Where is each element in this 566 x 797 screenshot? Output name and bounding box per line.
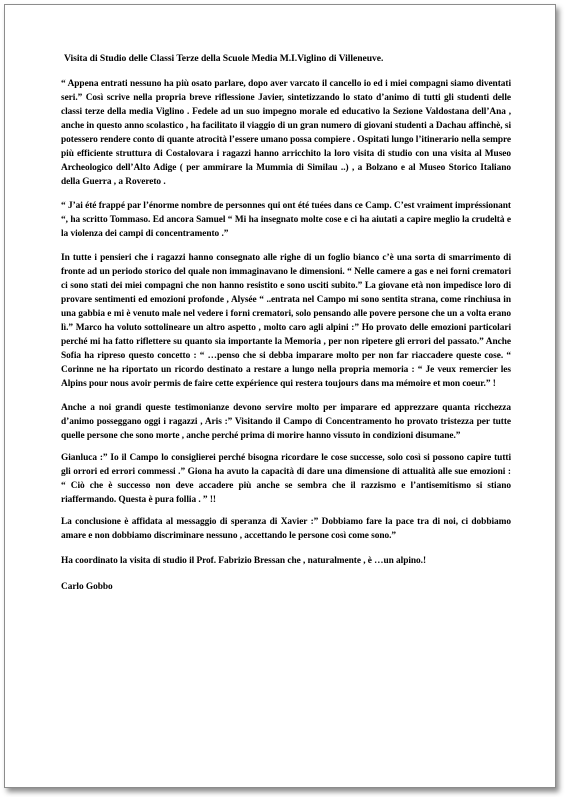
- paragraph-2: “ J’ai été frappé par l’énorme nombre de personnes qui ont été tuées dans ce Camp. C’est vraiment impréssionant “, ha scritto Tommaso. Ed ancora Samuel “ Mi ha insegnato molte cose e ci ha aiutati a capire meglio la crudeltà e la violenza dei campi di concentramento .”: [61, 201, 511, 239]
- closing-line: Ha coordinato la visita di studio il Prof. Fabrizio Bressan che , naturalmente , è …un alpino.!: [61, 556, 427, 566]
- document-title: Visita di Studio delle Classi Terze della Scuole Media M.I.Viglino di Villeneuve.: [64, 53, 384, 64]
- document-page: [4, 4, 556, 788]
- paragraph-3: In tutte i pensieri che i ragazzi hanno consegnato alle righe di un foglio bianco c’è una sorta di smarrimento di fronte ad un periodo storico del quale non immaginavano le dimensioni. “ Nelle camere a gas e nei forni crematori ci sono stati dei miei compagni che non hanno resistito e sono usciti subito.” La giovane età non impedisce loro di provare sentimenti ed emozioni profonde , Alysée “ ..entrata nel Campo mi sono sentita strana, come rinchiusa in una gabbia e mi è venuto male nel vedere i forni crematori, solo pensando alle povere persone che un a volta erano lì.” Marco ha voluto sottolineare un altro aspetto , molto caro agli alpini :” Ho provato delle emozioni particolari perché mi ha fatto riflettere su quanto sia importante la Memoria , per non ripetere gli errori del passato.” Anche Sofia ha ripreso questo concetto : “ …penso che si debba imparare molto per non far riaccadere queste cose. “ Corinne ne ha riportato un ricordo destinato a restare a lungo nella propria memoria : “ Je veux remercier les Alpins pour nous avoir permis de faire cette expérience qui restera toujours dans ma mémoire et mon coeur.” !: [61, 253, 511, 389]
- paragraph-5: Gianluca :” Io il Campo lo consiglierei perché bisogna ricordare le cose successe, solo così si possono capire tutti gli orrori ed errori commessi .” Giona ha avuto la capacità di dare una dimensione di attualità alle sue emozioni : “ Ciò che è successo non deve accadere più anche se sembra che il razzismo e l’antisemitismo si stiano riaffermando. Questa è pura follia . ” !!: [61, 453, 511, 505]
- paragraph-6: La conclusione è affidata al messaggio di speranza di Xavier :” Dobbiamo fare la pace tra di noi, ci dobbiamo amare e non dobbiamo discriminare nessuno , accettando le persone così come sono.”: [61, 517, 511, 541]
- document-body: [61, 52, 511, 594]
- signature: Carlo Gobbo: [61, 582, 113, 592]
- paragraph-4: Anche a noi grandi queste testimonianze devono servire molto per imparare ed apprezzare quanta ricchezza d’animo posseggano oggi i ragazzi , Aris :” Visitando il Campo di Concentramento ho provato tristezza per tutte quelle persone che sono morte , anche perché prima di morire hanno vissuto in condizioni disumane.”: [61, 403, 511, 441]
- paragraph-1: “ Appena entrati nessuno ha più osato parlare, dopo aver varcato il cancello io ed i miei compagni siamo diventati seri.” Così scrive nella propria breve riflessione Javier, sintetizzando lo stato d’animo di tutti gli studenti delle classi terze della media Viglino . Fedele ad un suo impegno morale ed educativo la Sezione Valdostana dell’Ana , anche in questo anno scolastico , ha facilitato il viaggio di un gran numero di giovani studenti a Dachau affinchè, si potessero rendere conto di quante atrocità l’essere umano possa compiere . Ospitati lungo l’itinerario nella sempre più efficiente struttura di Costalovara i ragazzi hanno arricchito la loro visita di studio con una visita al Museo Archeologico dell’Alto Adige ( per ammirare la Mummia di Similau ..) , a Bolzano e al Museo Storico Italiano della Guerra , a Rovereto .: [61, 79, 511, 187]
